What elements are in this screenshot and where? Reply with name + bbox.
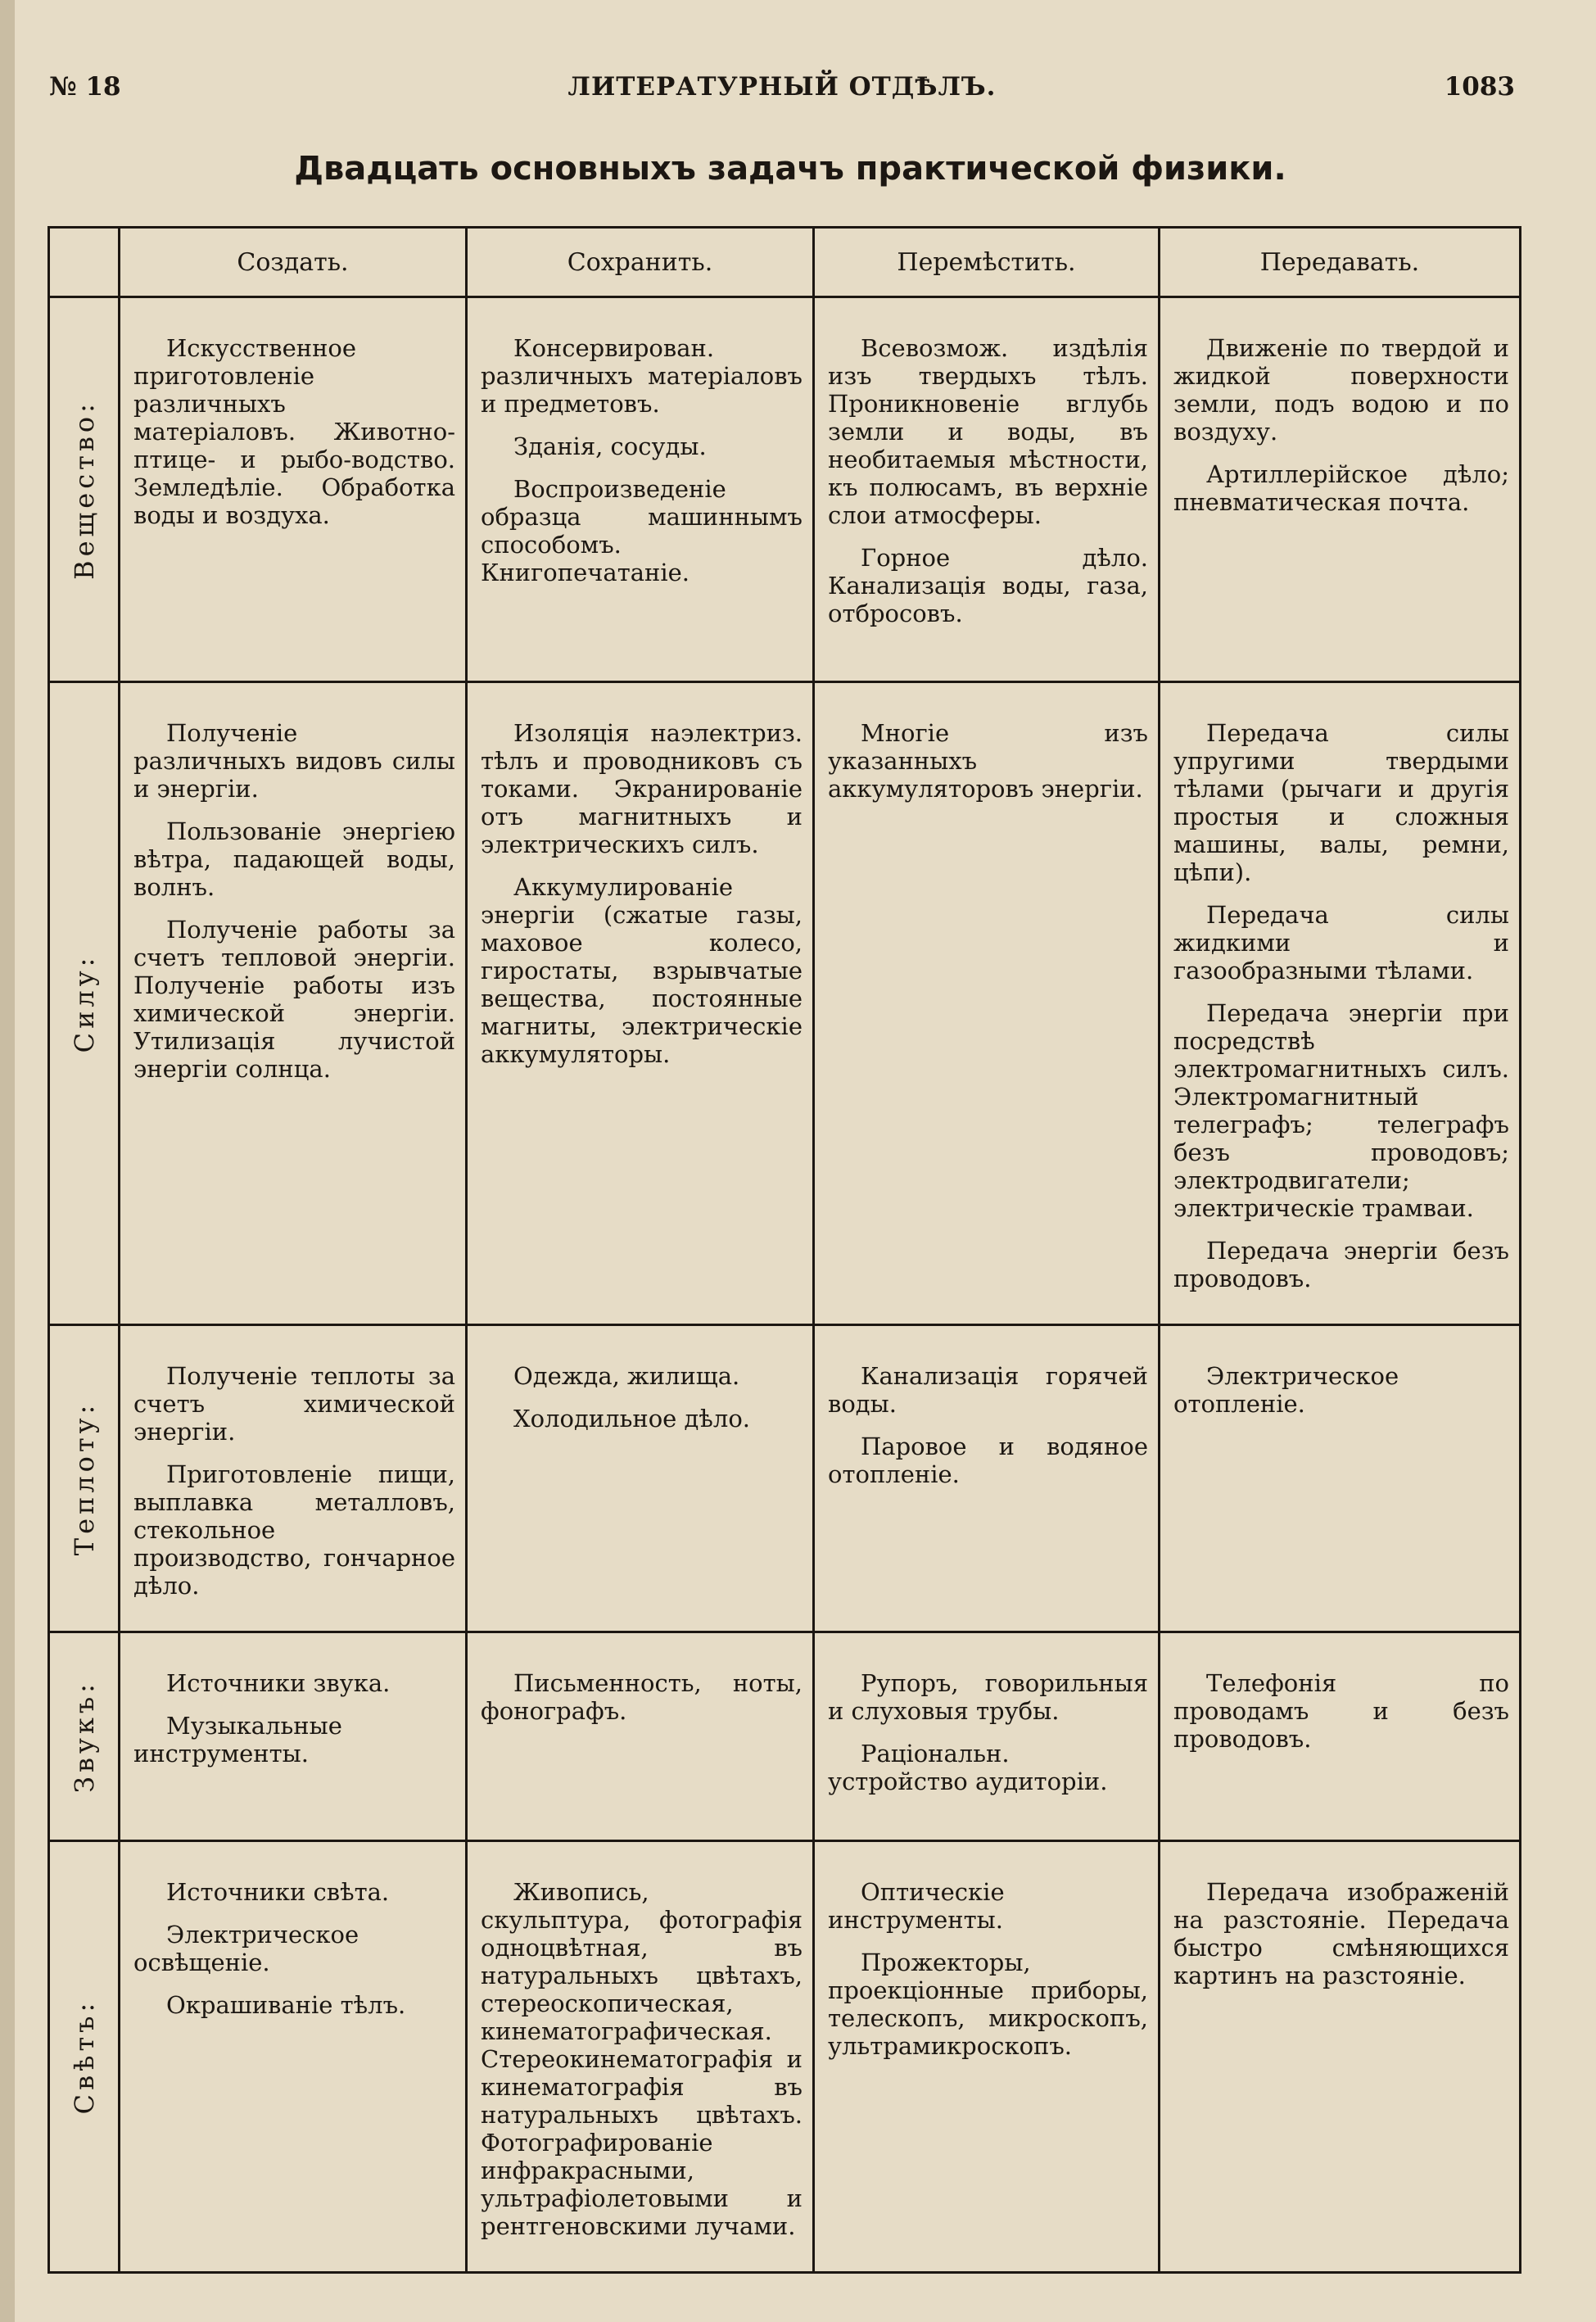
cell-paragraph: Музыкальные инструменты. xyxy=(133,1712,342,1768)
physics-tasks-table xyxy=(47,226,1521,2274)
table-cell xyxy=(120,1325,467,1632)
row-label xyxy=(49,297,120,682)
table-cell xyxy=(120,297,467,682)
column-header: Создать. xyxy=(120,228,467,297)
cell-paragraph: Консервирован. различныхъ матеріаловъ и предметовъ. xyxy=(481,334,803,418)
table-cell xyxy=(467,1632,814,1841)
table-row xyxy=(49,1841,1521,2273)
table-cell xyxy=(814,1841,1160,2273)
table-cell xyxy=(120,682,467,1325)
cell-paragraph: Источники звука. xyxy=(166,1669,391,1697)
column-header: Сохранить. xyxy=(467,228,814,297)
cell-paragraph: Горное дѣло. Канализація воды, газа, отбросовъ. xyxy=(828,544,1148,627)
cell-paragraph: Передача силы упругими твердыми тѣлами (рычаги и другія простыя и сложныя машины, валы, ремни, цѣпи). xyxy=(1173,719,1509,886)
cell-paragraph: Одежда, жилища. xyxy=(513,1362,740,1390)
cell-paragraph: Приготовленіе пищи, выплавка металловъ, стекольное производство, гончарное дѣло. xyxy=(133,1460,455,1600)
cell-paragraph: Полученіе работы за счетъ тепловой энергіи. Полученіе работы изъ химической энергіи. Утилизація лучистой энергіи солнца. xyxy=(133,916,455,1083)
cell-paragraph: Многіе изъ указанныхъ аккумуляторовъ энергіи. xyxy=(828,719,1148,803)
table-row xyxy=(49,1325,1521,1632)
cell-paragraph: Письменность, ноты, фонографъ. xyxy=(481,1669,803,1725)
cell-paragraph: Передача энергіи при посредствѣ электромагнитныхъ силъ. Электромагнитный телеграфъ; телеграфъ безъ проводовъ; электродвигатели; электрическіе трамваи. xyxy=(1173,999,1509,1222)
running-header xyxy=(49,72,1515,108)
cell-paragraph: Электрическое отопленіе. xyxy=(1173,1362,1399,1418)
row-label xyxy=(49,682,120,1325)
cell-paragraph: Телефонія по проводамъ и безъ проводовъ. xyxy=(1173,1669,1509,1753)
cell-paragraph: Аккумулированіе энергіи (сжатые газы, маховое колесо, гиростаты, взрывчатые вещества, постоянные магниты, электрическіе аккумуляторы. xyxy=(481,873,803,1068)
row-label xyxy=(49,1841,120,2273)
table-header-row xyxy=(49,228,1521,297)
cell-paragraph: Оптическіе инструменты. xyxy=(828,1878,1005,1934)
table-cell xyxy=(1160,1841,1521,2273)
table-cell xyxy=(467,1325,814,1632)
table-cell xyxy=(814,682,1160,1325)
table-cell xyxy=(1160,297,1521,682)
cell-paragraph: Передача энергіи безъ проводовъ. xyxy=(1173,1237,1509,1292)
row-label xyxy=(49,1632,120,1841)
section-title: ЛИТЕРАТУРНЫЙ ОТДѢЛЪ. xyxy=(567,72,997,102)
cell-paragraph: Пользованіе энергіею вѣтра, падающей воды, волнъ. xyxy=(133,817,455,901)
row-label-text: Звукъ: xyxy=(68,1680,100,1793)
cell-paragraph: Рупоръ, говорильныя и слуховыя трубы. xyxy=(828,1669,1148,1725)
cell-paragraph: Холодильное дѣло. xyxy=(513,1405,750,1433)
row-label xyxy=(49,1325,120,1632)
cell-paragraph: Артиллерійское дѣло; пневматическая почта. xyxy=(1173,460,1509,516)
table-cell xyxy=(1160,1325,1521,1632)
column-header: Передавать. xyxy=(1160,228,1521,297)
table-cell xyxy=(814,1325,1160,1632)
row-label-text: Свѣтъ: xyxy=(68,1998,100,2115)
cell-paragraph: Полученіе теплоты за счетъ химической энергіи. xyxy=(133,1362,455,1446)
table-cell xyxy=(120,1841,467,2273)
cell-paragraph: Передача силы жидкими и газообразными тѣлами. xyxy=(1173,901,1509,984)
cell-paragraph: Электрическое освѣщеніе. xyxy=(133,1921,359,1976)
cell-paragraph: Источники свѣта. xyxy=(166,1878,390,1906)
page-edge xyxy=(0,0,15,2322)
table-row xyxy=(49,1632,1521,1841)
cell-paragraph: Живопись, скульптура, фотографія одноцвѣтная, въ натуральныхъ цвѣтахъ, стереоскопическая, кинематографическая. Стереокинематографія и кинематографія въ натуральныхъ цвѣтахъ. Фотографированіе инфракрасными, ультрафіолетовыми и рентгеновскими лучами. xyxy=(481,1878,803,2240)
row-label-text: Вещество: xyxy=(68,399,100,580)
cell-paragraph: Окрашиваніе тѣлъ. xyxy=(166,1991,406,2019)
table-cell xyxy=(120,1632,467,1841)
page-title: Двадцать основныхъ задачъ практической физики. xyxy=(294,150,1286,188)
corner-cell xyxy=(49,228,120,297)
table-cell xyxy=(1160,682,1521,1325)
table-cell xyxy=(1160,1632,1521,1841)
cell-paragraph: Всевозмож. издѣлія изъ твердыхъ тѣлъ. Проникновеніе вглубь земли и воды, въ необитаемыя мѣстности, къ полюсамъ, въ верхніе слои атмосферы. xyxy=(828,334,1148,529)
cell-paragraph: Паровое и водяное отопленіе. xyxy=(828,1433,1148,1488)
cell-paragraph: Искусственное приготовленіе различныхъ матеріаловъ. Животно-птице- и рыбо-водство. Земледѣліе. Обработка воды и воздуха. xyxy=(133,334,455,529)
row-label-text: Теплоту: xyxy=(68,1401,100,1556)
cell-paragraph: Изоляція наэлектриз. тѣлъ и проводниковъ съ токами. Экранированіе отъ магнитныхъ и электрическихъ силъ. xyxy=(481,719,803,858)
table-row xyxy=(49,297,1521,682)
cell-paragraph: Раціональн. устройство аудиторіи. xyxy=(828,1740,1108,1795)
table-row xyxy=(49,682,1521,1325)
cell-paragraph: Полученіе различныхъ видовъ силы и энергіи. xyxy=(133,719,455,803)
row-label-text: Силу: xyxy=(68,953,100,1053)
issue-number: № 18 xyxy=(49,72,121,102)
cell-paragraph: Движеніе по твердой и жидкой поверхности земли, подъ водою и по воздуху. xyxy=(1173,334,1509,446)
table-cell xyxy=(467,1841,814,2273)
cell-paragraph: Канализація горячей воды. xyxy=(828,1362,1148,1418)
table-cell xyxy=(814,297,1160,682)
table-cell xyxy=(467,682,814,1325)
table-cell xyxy=(814,1632,1160,1841)
page-number: 1083 xyxy=(1444,72,1515,102)
cell-paragraph: Прожекторы, проекціонные приборы, телескопъ, микроскопъ, ультрамикроскопъ. xyxy=(828,1949,1148,2060)
cell-paragraph: Зданія, сосуды. xyxy=(513,432,707,460)
cell-paragraph: Воспроизведеніе образца машиннымъ способомъ. Книгопечатаніе. xyxy=(481,475,803,586)
cell-paragraph: Передача изображеній на разстояніе. Передача быстро смѣняющихся картинъ на разстояніе. xyxy=(1173,1878,1509,1989)
column-header: Перемѣстить. xyxy=(814,228,1160,297)
table-cell xyxy=(467,297,814,682)
